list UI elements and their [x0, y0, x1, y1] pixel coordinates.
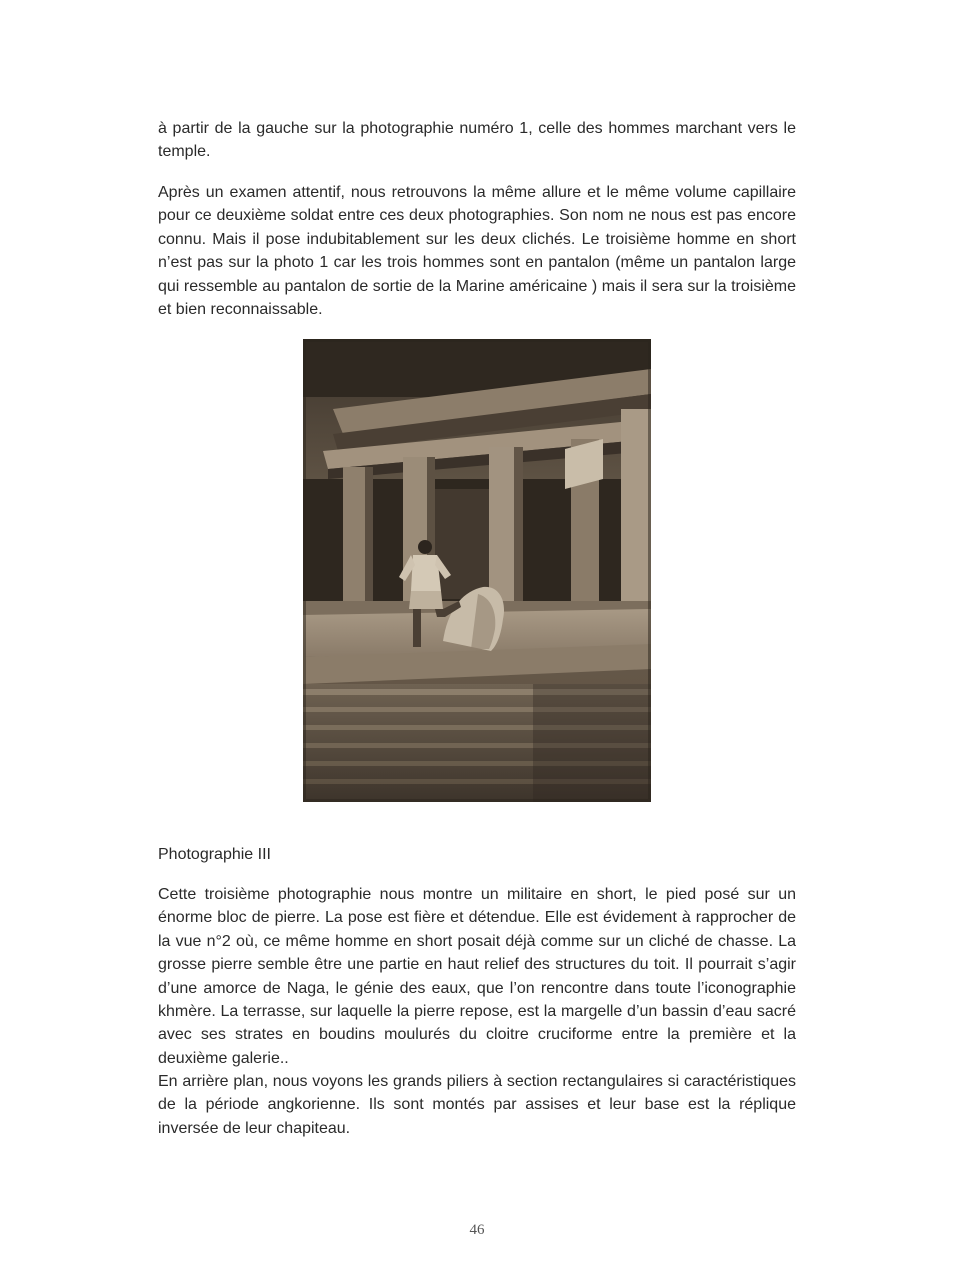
temple-photograph: [303, 339, 651, 802]
pillar-1-shadow: [365, 467, 373, 607]
pillar-5: [621, 409, 651, 609]
steps-shadow: [533, 684, 651, 802]
page-number: 46: [469, 1222, 485, 1238]
soldier-shorts: [409, 591, 443, 609]
paragraph-photo-three-description: Cette troisième photographie nous montre un militaire en short, le pied posé sur un énorme bloc de pierre. La pose est fière et détendue. Elle est évidement à rapprocher de la vue n°2 où, ce même homme en short posait déjà comme sur un cliché de chasse. La grosse pierre semble être une partie en haut relief des structures du toit. Il pourrait s’agir d’une amorce de Naga, le génie des eaux, que l’on rencontre dans toute l’iconographie khmère. La terrasse, sur laquelle la pierre repose, est la margelle d’un bassin d’eau sacré avec ses strates en boudins moulurés du cloitre cruciforme entre la première et la deuxième galerie..: [158, 886, 796, 1067]
paragraph-intro-continuation: à partir de la gauche sur la photographie numéro 1, celle des hommes marchant vers le temple.: [158, 120, 796, 161]
soldier-left-leg: [413, 609, 421, 647]
paragraph-background-pillars: En arrière plan, nous voyons les grands piliers à section rectangulaires si caractéristiques de la période angkorienne. Ils sont montés par assises et leur base est la réplique inversée de leur chapiteau.: [158, 1073, 796, 1137]
sepia-temple-photograph-icon: [303, 339, 651, 802]
pillar-3-shadow: [514, 447, 523, 607]
soldier-head: [418, 540, 432, 554]
photo-caption: Photographie III: [158, 846, 271, 863]
paragraph-second-soldier: Après un examen attentif, nous retrouvons la même allure et le même volume capillaire pour ce deuxième soldat entre ces deux photographies. Son nom ne nous est pas encore connu. Mais il pose indubitablement sur les deux clichés. Le troisième homme en short n’est pas sur la photo 1 car les trois hommes sont en pantalon (même un pantalon large qui ressemble au pantalon de sortie de la Marine américaine ) mais il sera sur la troisième et bien reconnaissable.: [158, 184, 796, 319]
